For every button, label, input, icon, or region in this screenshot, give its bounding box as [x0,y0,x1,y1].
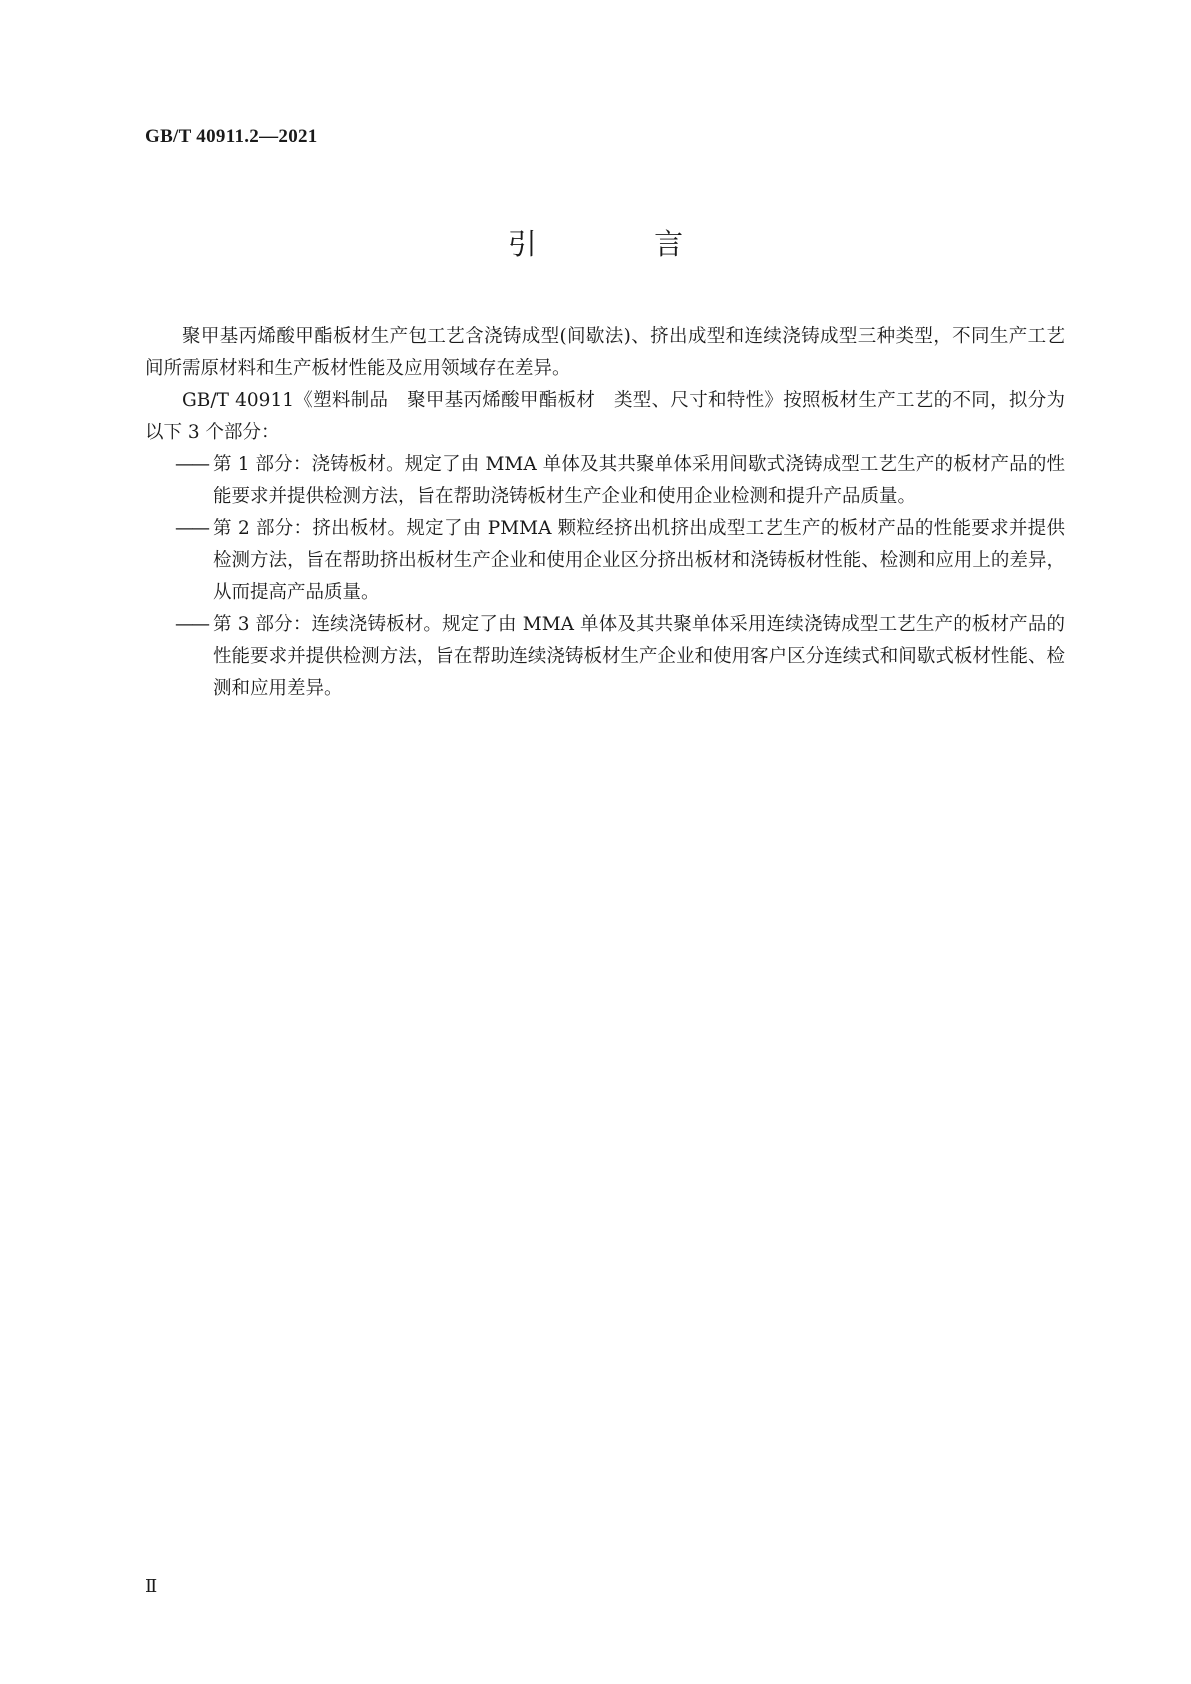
list-dash: —— [175,518,208,539]
standard-code: GB/T 40911.2—2021 [145,126,318,147]
list-dash: —— [175,614,208,635]
section-title: 引 言 [507,227,738,261]
list-item-text: 第 1 部分：浇铸板材。规定了由 MMA 单体及其共聚单体采用间歇式浇铸成型工艺生产的板材产品的性能要求并提供检测方法，旨在帮助浇铸板材生产企业和使用企业检测和提升产品质量。 [213,454,1065,507]
list-dash: —— [175,454,208,475]
list-item-text: 第 2 部分：挤出板材。规定了由 PMMA 颗粒经挤出机挤出成型工艺生产的板材产品的性能要求并提供检测方法，旨在帮助挤出板材生产企业和使用企业区分挤出板材和浇铸板材性能、检测和应用上的差异，从而提高产品质量。 [213,518,1065,603]
paragraph-intro: 聚甲基丙烯酸甲酯板材生产包工艺含浇铸成型(间歇法)、挤出成型和连续浇铸成型三种类型，不同生产工艺间所需原材料和生产板材性能及应用领域存在差异。 [145,326,1065,379]
paragraph-parts-overview: GB/T 40911《塑料制品 聚甲基丙烯酸甲酯板材 类型、尺寸和特性》按照板材生产工艺的不同，拟分为以下 3 个部分： [145,390,1065,443]
list-item-text: 第 3 部分：连续浇铸板材。规定了由 MMA 单体及其共聚单体采用连续浇铸成型工艺生产的板材产品的性能要求并提供检测方法，旨在帮助连续浇铸板材生产企业和使用客户区分连续式和间歇式板材性能、检测和应用差异。 [213,614,1065,699]
list-item-part-1 [145,449,1065,513]
page-number: Ⅱ [145,1576,158,1596]
list-item-part-3 [145,609,1065,705]
list-item-part-2 [145,513,1065,609]
introduction-body [145,321,1065,705]
